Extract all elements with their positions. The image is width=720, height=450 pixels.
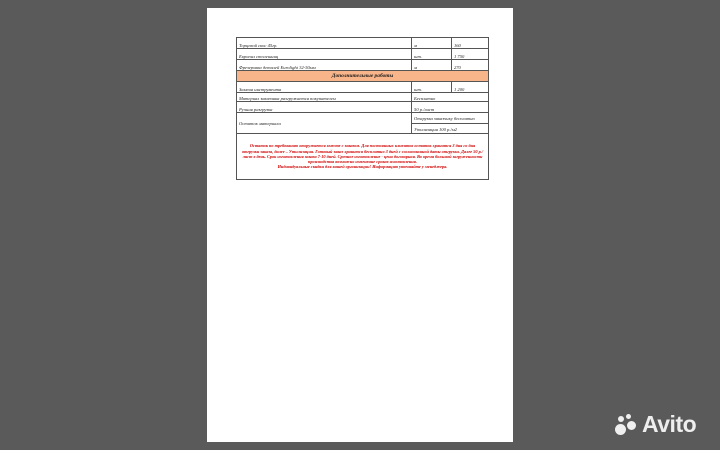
table-row <box>237 113 489 134</box>
service-name: Фрезеровка деталей Eurolight 32-50мм <box>237 60 412 71</box>
service-price: 1 200 <box>451 82 488 93</box>
price-table <box>236 37 489 180</box>
service-unit: шт. <box>412 49 452 60</box>
service-unit: м <box>412 38 452 49</box>
avito-dots-icon <box>612 411 640 437</box>
service-price-split <box>412 113 489 134</box>
table-row <box>237 93 489 102</box>
table-row <box>237 49 489 60</box>
service-name: Торцевой скос 45гр. <box>237 38 412 49</box>
table-row <box>237 102 489 113</box>
price-option-top: Отгрузка заказчику бесплатно <box>412 116 488 124</box>
price-option-bottom: Утилизация 100 р./м2 <box>414 127 457 132</box>
notes-cell <box>237 134 489 180</box>
service-price: 160 <box>451 38 488 49</box>
avito-logo-text: Avito <box>642 411 697 437</box>
service-unit: шт. <box>412 82 452 93</box>
notes-emphasis: Индивидуальные скидки для вашей организации! Информацию уточняйте у менеджера. <box>277 164 448 170</box>
service-unit: м <box>412 60 452 71</box>
document-page <box>207 8 513 442</box>
notes-text: Остаток по требованию отгружается вместе с заказом. Для постоянных клиентов остаток хранится 3 дня со дня отгрузки заказа, далее – Утилизация. Готовый заказ хранится бесплатно 3 дней с согласованной даты отгрузки. Далее 50 р./лист в день. Срок изготовления заказа 7-10 дней. Срочное изготовление - цена договорная. Во время большой загруженности производства возможно изменение сроков изготовления. <box>241 143 484 165</box>
service-price: 1 750 <box>451 49 488 60</box>
service-name: Замена инструмента <box>237 82 412 93</box>
section-header-row <box>237 71 489 82</box>
service-name: Остаток материала <box>237 113 412 134</box>
service-name: Материал заказчика разгружается покупателем <box>237 93 412 102</box>
service-name: Европил столешниц <box>237 49 412 60</box>
service-price: 50 р./лист <box>412 102 489 113</box>
section-title: Дополнительные работы <box>237 71 489 82</box>
notes-row <box>237 134 489 180</box>
table-row <box>237 60 489 71</box>
service-price: Бесплатно <box>412 93 489 102</box>
service-name: Ручная разгрузка <box>237 102 412 113</box>
service-price: 270 <box>451 60 488 71</box>
table-row <box>237 38 489 49</box>
table-row <box>237 82 489 93</box>
avito-watermark <box>612 411 712 437</box>
